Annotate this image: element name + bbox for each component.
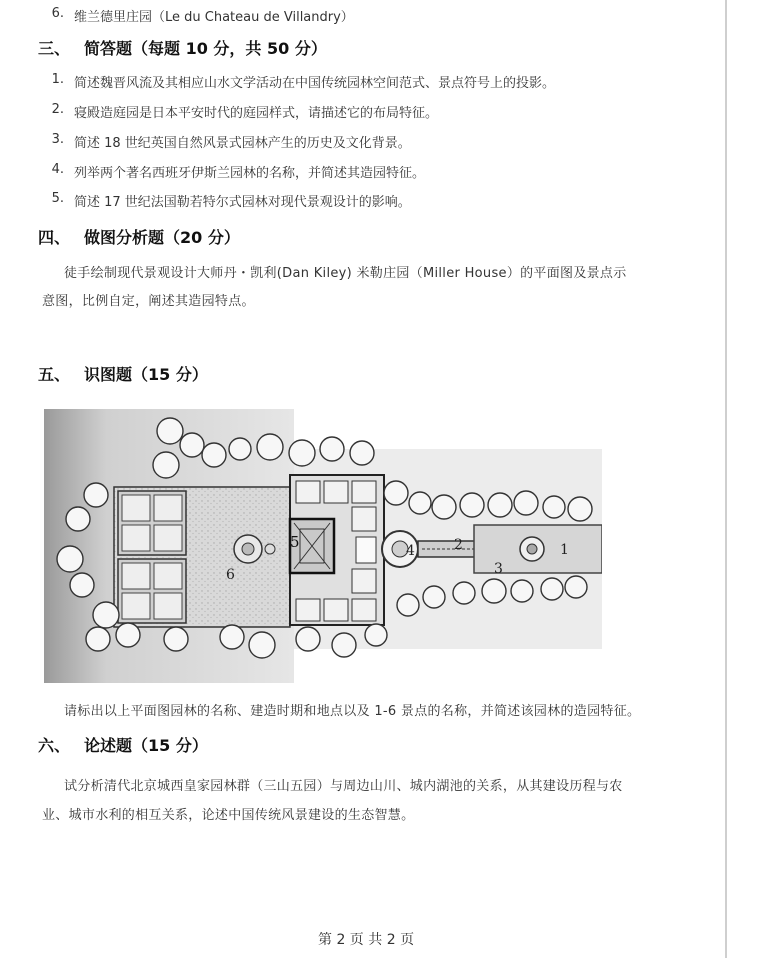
section-number: 六、	[38, 736, 71, 755]
garden-plan-image	[44, 409, 602, 683]
question-number: 5.	[51, 191, 64, 206]
section-4-text-line-1: 徒手绘制现代景观设计大师丹・凯利(Dan Kiley) 米勒庄园（Miller House）的平面图及景点示	[64, 266, 627, 281]
plan-label-2: 2	[454, 537, 463, 553]
question-number: 3.	[51, 132, 64, 147]
plan-label-6: 6	[226, 567, 235, 583]
plan-label-3: 3	[494, 561, 503, 577]
page-right-edge	[725, 0, 727, 958]
question-number: 4.	[51, 162, 64, 177]
question-number: 6.	[51, 6, 64, 21]
section-number: 三、	[38, 39, 71, 58]
west-parterre	[114, 487, 290, 627]
question-number: 2.	[51, 102, 64, 117]
question-text: 列举两个著名西班牙伊斯兰园林的名称，并简述其造园特征。	[74, 166, 426, 181]
question-number: 1.	[51, 72, 64, 87]
section-6-text-line-2: 业、城市水利的相互关系，论述中国传统风景建设的生态智慧。	[42, 808, 415, 823]
section-number: 五、	[38, 365, 71, 384]
section-4-text-line-2: 意图，比例自定，阐述其造园特点。	[42, 294, 255, 309]
central-court	[290, 475, 384, 625]
plan-label-5: 5	[290, 533, 300, 551]
section-6-text-line-1: 试分析清代北京城西皇家园林群（三山五园）与周边山川、城内湖池的关系，从其建设历程与农	[64, 779, 623, 794]
question-text: 简述 18 世纪英国自然风景式园林产生的历史及文化背景。	[74, 136, 411, 151]
section-title: 论述题（15 分）	[84, 736, 208, 755]
section-5-caption: 请标出以上平面图园林的名称、建造时期和地点以及 1-6 景点的名称，并简述该园林的造园特征。	[64, 704, 641, 719]
question-text: 寝殿造庭园是日本平安时代的庭园样式，请描述它的布局特征。	[74, 106, 439, 121]
question-text: 简述魏晋风流及其相应山水文学活动在中国传统园林空间范式、景点符号上的投影。	[74, 76, 556, 91]
section-number: 四、	[38, 228, 71, 247]
plan-label-4: 4	[406, 543, 415, 559]
page-footer: 第 2 页 共 2 页	[318, 932, 415, 948]
section-title: 做图分析题（20 分）	[84, 228, 240, 247]
question-text: 简述 17 世纪法国勒若特尔式园林对现代景观设计的影响。	[74, 195, 411, 210]
section-title: 简答题（每题 10 分，共 50 分）	[84, 39, 327, 58]
plan-label-1: 1	[560, 542, 569, 558]
question-text: 维兰德里庄园（Le du Chateau de Villandry）	[74, 10, 354, 25]
section-title: 识图题（15 分）	[84, 365, 208, 384]
